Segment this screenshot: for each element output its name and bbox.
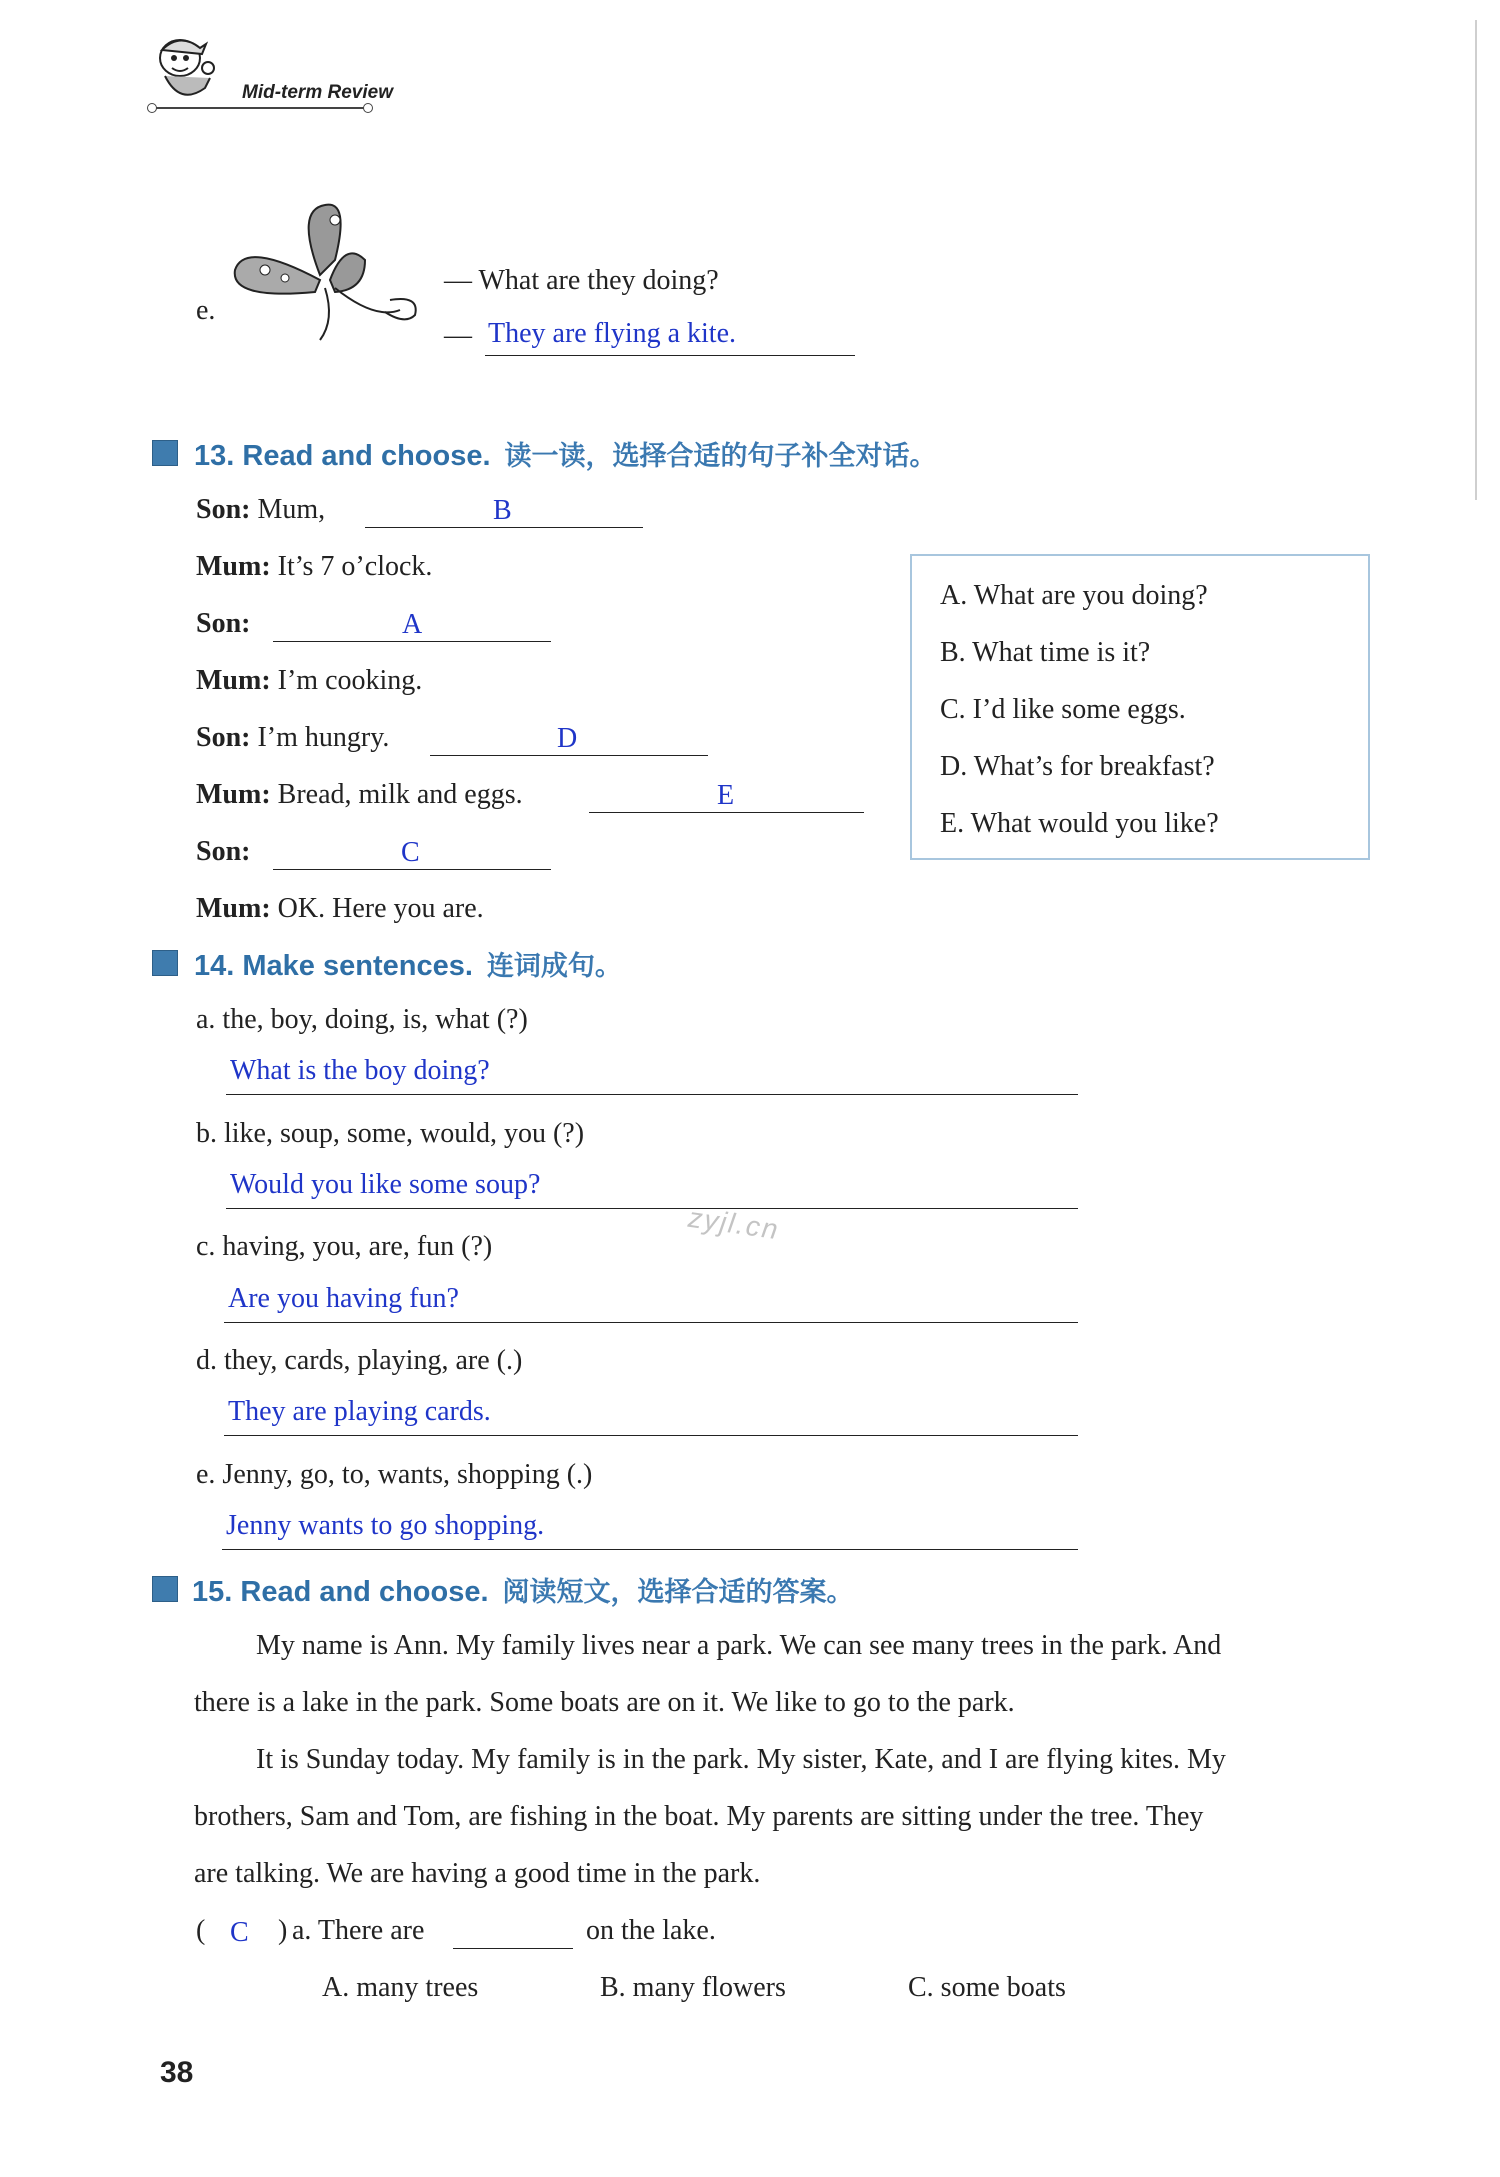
dialogue-answer: A — [402, 609, 423, 640]
header-rule-dot-left — [147, 103, 157, 113]
sentence-answer-line — [226, 1208, 1078, 1209]
item-e-question: — What are they doing? — [444, 265, 719, 296]
section13-marker-icon — [152, 440, 178, 466]
sentence-answer: Would you like some soup? — [230, 1169, 541, 1200]
item-e-answer: They are flying a kite. — [488, 318, 737, 349]
dialogue-line — [196, 608, 250, 640]
sentence-prompt: b. like, soup, some, would, you (?) — [196, 1118, 585, 1149]
section15-title — [192, 1570, 854, 1609]
section13-title — [194, 434, 937, 473]
sentence-answer-line — [222, 1549, 1078, 1550]
dialogue-answer: D — [557, 723, 578, 754]
dialogue-answer: E — [717, 780, 735, 811]
option-d: D. What’s for breakfast? — [940, 751, 1215, 782]
page-edge-line — [1475, 20, 1477, 500]
dialogue-line — [196, 494, 325, 526]
dialogue-line — [196, 722, 389, 754]
dialogue-line — [196, 551, 432, 583]
speaker: Mum: — [196, 551, 271, 582]
speaker: Mum: — [196, 665, 271, 696]
header-rule — [152, 107, 367, 109]
dialogue-text: It’s 7 o’clock. — [277, 551, 433, 582]
options-box — [910, 554, 1370, 860]
dialogue-text: I’m hungry. — [257, 722, 390, 753]
speaker: Mum: — [196, 779, 271, 810]
choice-a: A. many trees — [322, 1972, 479, 2003]
dialogue-line — [196, 836, 250, 868]
answer-line — [430, 755, 708, 756]
speaker: Son: — [196, 608, 251, 639]
watermark: zyjl.cn — [686, 1201, 782, 1246]
sentence-answer-line — [224, 1435, 1078, 1436]
header-title: Mid-term Review — [242, 82, 393, 103]
section15-title-cn: 阅读短文，选择合适的答案。 — [502, 1577, 854, 1608]
dialogue-text: Bread, milk and eggs. — [277, 779, 523, 810]
item-e-label: e. — [196, 295, 216, 326]
sentence-answer: Are you having fun? — [228, 1283, 459, 1314]
speaker: Son: — [196, 494, 251, 525]
item-e-answer-line — [485, 355, 855, 356]
dialogue-text: Mum, — [257, 494, 326, 525]
item-e-answer-dash: — — [444, 320, 472, 351]
question-answer: C — [230, 1917, 249, 1948]
section14-title-cn: 连词成句。 — [486, 951, 622, 982]
section15-title-en: 15. Read and choose. — [192, 1576, 489, 1608]
passage-line: are talking. We are having a good time in the park. — [194, 1858, 761, 1889]
butterfly-kite-illustration — [225, 200, 425, 350]
section13-title-cn: 读一读，选择合适的句子补全对话。 — [504, 441, 937, 472]
passage-line: brothers, Sam and Tom, are fishing in the boat. My parents are sitting under the tree. They — [194, 1801, 1204, 1832]
section14-marker-icon — [152, 950, 178, 976]
header-mascot — [150, 28, 220, 106]
sentence-answer-line — [226, 1094, 1078, 1095]
question-stem-end: on the lake. — [586, 1915, 716, 1946]
dialogue-line — [196, 779, 523, 811]
passage-line: It is Sunday today. My family is in the park. My sister, Kate, and I are flying kites. My — [256, 1744, 1226, 1775]
dialogue-line — [196, 893, 484, 925]
sentence-prompt: d. they, cards, playing, are (.) — [196, 1345, 523, 1376]
sentence-answer: They are playing cards. — [228, 1396, 491, 1427]
dialogue-text: OK. Here you are. — [277, 893, 484, 924]
dialogue-answer: C — [401, 837, 420, 868]
answer-line — [365, 527, 643, 528]
header-rule-dot-right — [363, 103, 373, 113]
sentence-answer: What is the boy doing? — [230, 1055, 490, 1086]
option-e: E. What would you like? — [940, 808, 1219, 839]
answer-line — [589, 812, 864, 813]
sentence-prompt: e. Jenny, go, to, wants, shopping (.) — [196, 1459, 593, 1490]
answer-line — [273, 869, 551, 870]
question-blank-line — [453, 1948, 573, 1949]
question-paren-open: ( — [196, 1915, 206, 1946]
choice-c: C. some boats — [908, 1972, 1066, 2003]
speaker: Son: — [196, 836, 251, 867]
dialogue-answer: B — [493, 495, 512, 526]
option-a: A. What are you doing? — [940, 580, 1208, 611]
choice-b: B. many flowers — [600, 1972, 786, 2003]
sentence-prompt: a. the, boy, doing, is, what (?) — [196, 1004, 528, 1035]
section15-marker-icon — [152, 1576, 178, 1602]
section14-title-en: 14. Make sentences. — [194, 950, 473, 982]
question-stem: a. There are — [292, 1915, 425, 1946]
speaker: Son: — [196, 722, 251, 753]
section14-title — [194, 944, 622, 983]
option-b: B. What time is it? — [940, 637, 1151, 668]
sentence-prompt: c. having, you, are, fun (?) — [196, 1231, 493, 1262]
question-paren-close: ) — [278, 1915, 288, 1946]
option-c: C. I’d like some eggs. — [940, 694, 1186, 725]
passage-line: My name is Ann. My family lives near a park. We can see many trees in the park. And — [256, 1630, 1222, 1661]
sentence-answer: Jenny wants to go shopping. — [226, 1510, 545, 1541]
sentence-answer-line — [224, 1322, 1078, 1323]
speaker: Mum: — [196, 893, 271, 924]
answer-line — [273, 641, 551, 642]
dialogue-line — [196, 665, 422, 697]
dialogue-text: I’m cooking. — [277, 665, 423, 696]
page-number: 38 — [160, 2056, 194, 2089]
section13-title-en: 13. Read and choose. — [194, 440, 491, 472]
passage-line: there is a lake in the park. Some boats are on it. We like to go to the park. — [194, 1687, 1015, 1718]
